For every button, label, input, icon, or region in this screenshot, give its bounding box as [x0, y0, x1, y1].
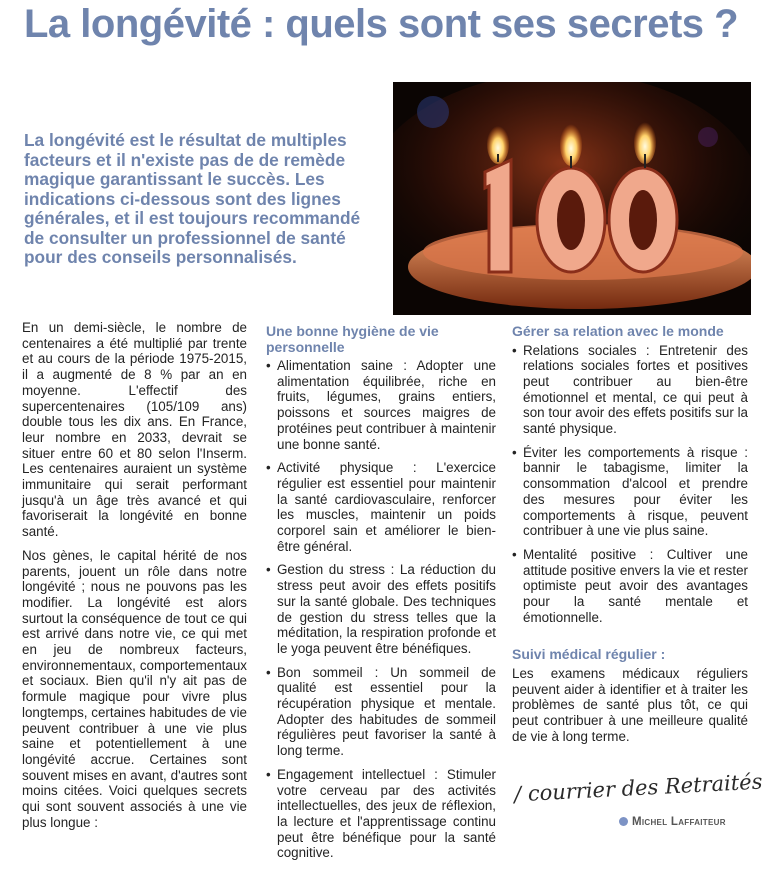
list-item: • Activité physique : L'exercice régulier est essentiel pour maintenir la santé cardiovasculaire, renforcer les muscles, maintenir un poids corporel sain et améliorer le bien-être général.: [266, 460, 496, 554]
birthday-cake-photo: [393, 82, 751, 315]
column-relations: [512, 320, 748, 752]
author-credit: [619, 816, 726, 828]
bullet-icon: •: [266, 358, 271, 373]
article-lead: La longévité est le résultat de multiples facteurs et il n'existe pas de de remède magique garantissant le succès. Les indications ci-dessous sont des lignes générales, et il est toujours recommandé de consulter un professionnel de santé pour des conseils personnalisés.: [24, 130, 361, 267]
list-item: • Gestion du stress : La réduction du stress peut avoir des effets positifs sur la santé globale. Des techniques de gestion du stress telles que la méditation, la respiration profonde et le yoga peuvent être bénéfiques.: [266, 562, 496, 656]
bullet-icon: •: [266, 664, 271, 680]
article-title: La longévité : quels sont ses secrets ?: [24, 2, 739, 46]
publication-signature: / courrier des Retraités: [513, 769, 764, 807]
cake-100-candles-illustration: [393, 82, 751, 315]
section-heading-relations: Gérer sa relation avec le monde: [512, 323, 724, 339]
list-item: • Bon sommeil : Un sommeil de qualité est essentiel pour la récupération physique et mentale. Adopter des habitudes de sommeil régulières peut favoriser la santé à long terme.: [266, 664, 496, 759]
bullet-icon: •: [266, 460, 271, 476]
list-item: • Éviter les comportements à risque : bannir le tabagisme, limiter la consommation d'alcool et prendre des mesures pour éviter les comportements à risque, peuvent contribuer à une vie plus saine.: [512, 444, 748, 539]
intro-paragraph-1: En un demi-siècle, le nombre de centenaires a été multiplié par trente et au cours de la période 1975-2015, il a augmenté de 8 % par an en moyenne. L'effectif des supercentenaires (105/109 ans) double tous les dix ans. En France, leur nombre en 2033, devrait se situer entre 60 et 80 selon l'Inserm. Les centenaires auraient un système immunitaire qui serait performant jusqu'à un âge très avancé et qui favoriserait la longévité en bonne santé.: [22, 320, 247, 540]
list-item: • Relations sociales : Entretenir des relations sociales fortes et positives peut contribuer au bien-être émotionnel et mental, ce qui peut à son tour avoir des effets positifs sur la santé physique.: [512, 342, 748, 437]
section-heading-medical: Suivi médical régulier :: [512, 646, 666, 663]
column-hygiene: [266, 320, 496, 869]
intro-paragraph-2: Nos gènes, le capital hérité de nos parents, jouent un rôle dans notre longévité ; nous ne pouvons pas les modifier. La longévité est alors surtout la conséquence de tout ce qui est arrivé dans notre vie, ce qui met en jeu de nombreux facteurs, environnementaux, comportementaux et sociaux. Bien qu'il n'y ait pas de formule magique pour vivre plus longtemps, certaines habitudes de vie peuvent contribuer à une vie plus saine et potentiellement à une longévité accrue. Certaines sont souvent mises en avant, d'autres sont moins citées. Voici quelques secrets qui sont souvent associés à une vie plus longue :: [22, 547, 247, 830]
bullet-icon: •: [266, 766, 271, 782]
list-item: • Alimentation saine : Adopter une alimentation équilibrée, riche en fruits, légumes, grains entiers, poissons et sources maigres de protéines peut contribuer à maintenir une bonne santé.: [266, 358, 496, 452]
list-item: • Engagement intellectuel : Stimuler votre cerveau par des activités intellectuelles, des jeux de réflexion, la lecture et l'apprentissage continu peut être bénéfique pour la santé cognitive.: [266, 766, 496, 861]
author-name: Michel Laffaiteur: [632, 816, 726, 828]
bullet-icon: •: [512, 444, 517, 460]
circle-icon: [619, 817, 628, 826]
bullet-icon: •: [512, 546, 517, 562]
bullet-icon: •: [266, 562, 271, 578]
section-heading-hygiene: Une bonne hygiène de vie personnelle: [266, 323, 439, 355]
column-intro: [22, 320, 247, 839]
bullet-icon: •: [512, 342, 517, 358]
list-item: • Mentalité positive : Cultiver une attitude positive envers la vie et rester optimiste peut avoir des avantages pour la santé mentale et émotionnelle.: [512, 546, 748, 625]
medical-paragraph: Les examens médicaux réguliers peuvent aider à identifier et à traiter les problèmes de santé plus tôt, ce qui peut contribuer à une meilleure qualité de vie à long terme.: [512, 665, 748, 744]
